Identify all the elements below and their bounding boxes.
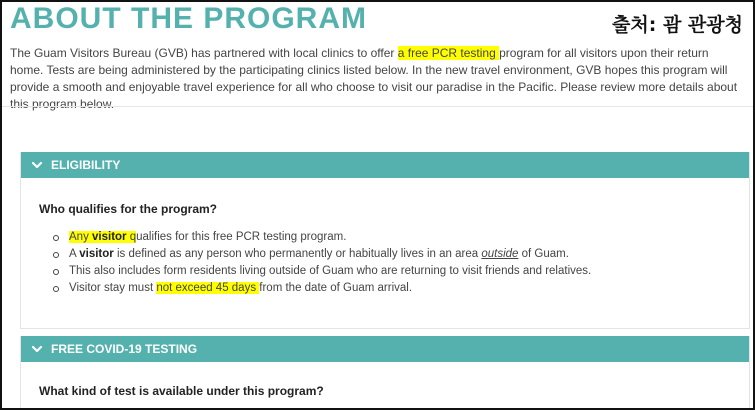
item-bold: visitor — [92, 231, 127, 243]
testing-header-label: FREE COVID-19 TESTING — [51, 342, 198, 356]
intro-text: The Guam Visitors Bureau (GVB) has partnered with local clinics to offer — [10, 46, 398, 60]
list-item — [51, 229, 591, 246]
eligibility-list — [51, 229, 591, 297]
item-italic: outside — [481, 248, 519, 260]
intro-highlight: a free PCR testing — [397, 46, 500, 60]
item-text: Visitor stay must — [69, 282, 157, 294]
divider — [2, 106, 753, 107]
eligibility-question: Who qualifies for the program? — [39, 202, 218, 216]
item-text: ualifies for this free PCR testing program. — [136, 231, 347, 243]
eligibility-toggle[interactable] — [21, 152, 749, 178]
item-text: q — [126, 231, 137, 243]
list-item — [51, 246, 591, 263]
eligibility-section — [20, 152, 750, 329]
eligibility-header-label: ELIGIBILITY — [51, 158, 121, 172]
item-bold: visitor — [79, 248, 114, 260]
testing-question: What kind of test is available under this program? — [39, 384, 324, 398]
testing-section — [20, 336, 750, 410]
chevron-down-icon — [31, 159, 43, 171]
item-text: Any — [69, 231, 93, 243]
page-title: ABOUT THE PROGRAM — [10, 2, 367, 35]
item-text: This also includes form residents living outside of Guam who are returning to visit friends and relatives. — [69, 265, 592, 277]
item-text: of Guam. — [518, 248, 569, 260]
item-text: A — [69, 248, 80, 260]
chevron-down-icon — [31, 343, 43, 355]
item-highlight — [69, 231, 136, 243]
list-item — [51, 280, 591, 297]
list-item — [51, 263, 591, 280]
item-text: is defined as any person who permanently or habitually lives in an area — [113, 248, 482, 260]
intro-paragraph — [10, 45, 745, 113]
testing-toggle[interactable] — [21, 336, 749, 362]
item-highlight: not exceed 45 days — [156, 282, 260, 294]
intro-text-rest: program for all visitors upon their return home. Tests are being administered by the participating clinics listed below. In the new travel environment, GVB hopes this program will provide a smooth and enjoyable travel experience for all who choose to visit our paradise in the Pacific. Please review more details about this program below. — [10, 46, 738, 111]
item-text: from the date of Guam arrival. — [259, 282, 413, 294]
source-label: 출처: 괌 관광청 — [612, 14, 743, 36]
